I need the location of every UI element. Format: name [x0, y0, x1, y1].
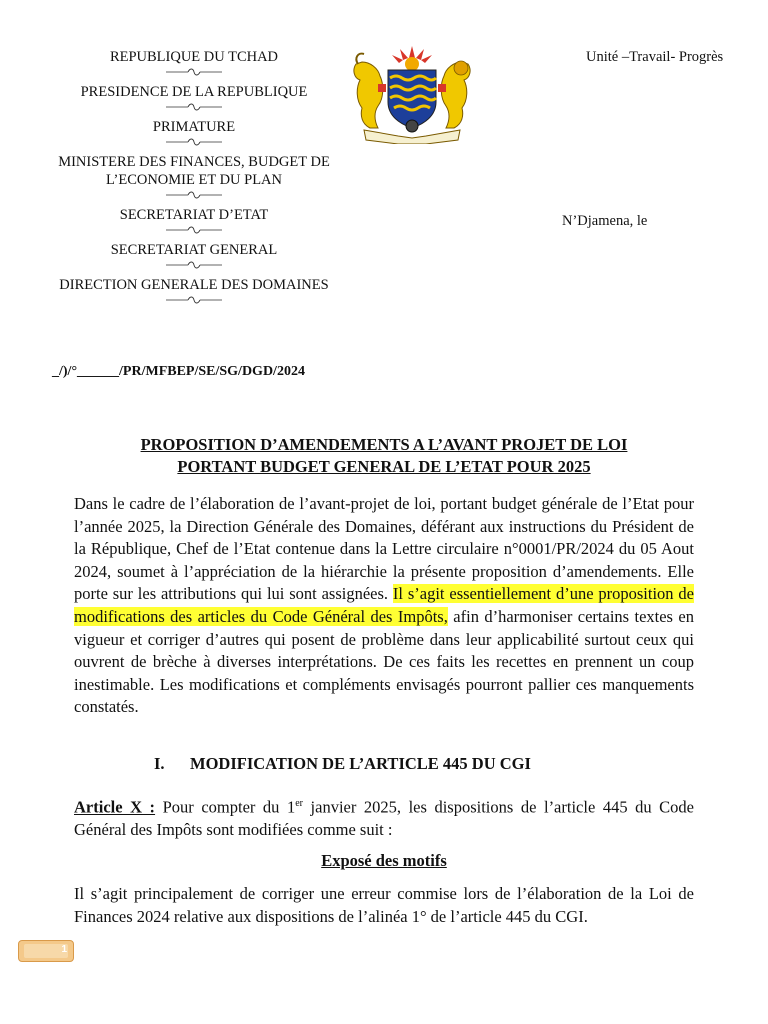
article-text-before: Pour compter du 1	[155, 797, 296, 817]
document-title	[74, 434, 694, 478]
chad-coat-of-arms-icon	[348, 44, 476, 144]
header-direction: DIRECTION GENERALE DES DOMAINES	[59, 277, 329, 293]
header-secretariat-general: SECRETARIAT GENERAL	[110, 242, 278, 258]
subheading-motifs: Exposé des motifs	[321, 851, 447, 870]
title-line-1: PROPOSITION D’AMENDEMENTS A L’AVANT PROJET DE LOI	[140, 435, 628, 454]
ornament-divider-icon	[164, 102, 224, 112]
ornament-divider-icon	[164, 67, 224, 77]
header-republic: REPUBLIQUE DU TCHAD	[109, 49, 279, 65]
motifs-paragraph: Il s’agit principalement de corriger une erreur commise lors de l’élaboration de la Loi de Finances 2024 relative aux dispositions de l’alinéa 1° de l’article 445 du CGI.	[74, 884, 694, 926]
ornament-divider-icon	[164, 137, 224, 147]
page-number-badge	[18, 940, 74, 962]
section-title: MODIFICATION DE L’ARTICLE 445 DU CGI	[190, 754, 531, 773]
reference-number: _/)/°______/PR/MFBEP/SE/SG/DGD/2024	[52, 364, 305, 379]
article-label: Article X :	[74, 797, 156, 817]
header-secretariat-etat: SECRETARIAT D’ETAT	[119, 207, 269, 223]
header-presidency: PRESIDENCE DE LA REPUBLIQUE	[80, 84, 308, 100]
article-text-after: janvier 2025, les dispositions de l’article 445 du Code Général des Impôts sont modifiées comme suit :	[74, 797, 694, 840]
article-superscript: er	[295, 798, 304, 809]
header-ministry: MINISTERE DES FINANCES, BUDGET DE L’ECONOMIE ET DU PLAN	[58, 154, 330, 188]
title-line-2: PORTANT BUDGET GENERAL DE L’ETAT POUR 2025	[177, 457, 591, 476]
city-date-line: N’Djamena, le	[562, 213, 648, 229]
ornament-divider-icon	[164, 190, 224, 200]
intro-paragraph	[74, 493, 694, 719]
article-paragraph	[74, 793, 694, 842]
highlighted-text: Il s’agit essentiellement d’une proposition de modifications des articles du Code Général des Impôts,	[74, 584, 694, 626]
ornament-divider-icon	[164, 225, 224, 235]
administrative-header	[52, 48, 336, 311]
ornament-divider-icon	[164, 260, 224, 270]
intro-text-1: Dans le cadre de l’élaboration de l’avant-projet de loi, portant budget générale de l’Etat pour l’année 2025, la Direction Générale des Domaines, déférant aux instructions du Président de la République, Chef de l’Etat contenue dans la Lettre circulaire n°0001/PR/2024 du 05 Aout 2024, soumet à l’appréciation de la hiérarchie la présente proposition d’amendements. Elle porte sur les attributions qui lui sont assignées.	[74, 494, 694, 604]
header-primature: PRIMATURE	[152, 119, 236, 135]
intro-text-2: afin d’harmoniser certains textes en vigueur et corriger d’autres qui posent de problème dans leur applicabilité surtout ceux qui ouvrent de brèche à diverses interprétations. De ces faits les recettes en prennent un coup inestimable. Les modifications et compléments envisagés pourront pallier ces manquements constatés.	[74, 606, 694, 717]
page-number: 1	[61, 944, 67, 955]
section-heading	[154, 754, 531, 774]
national-motto: Unité –Travail- Progrès	[586, 49, 724, 65]
section-number: I.	[154, 754, 165, 773]
ornament-divider-icon	[164, 295, 224, 305]
